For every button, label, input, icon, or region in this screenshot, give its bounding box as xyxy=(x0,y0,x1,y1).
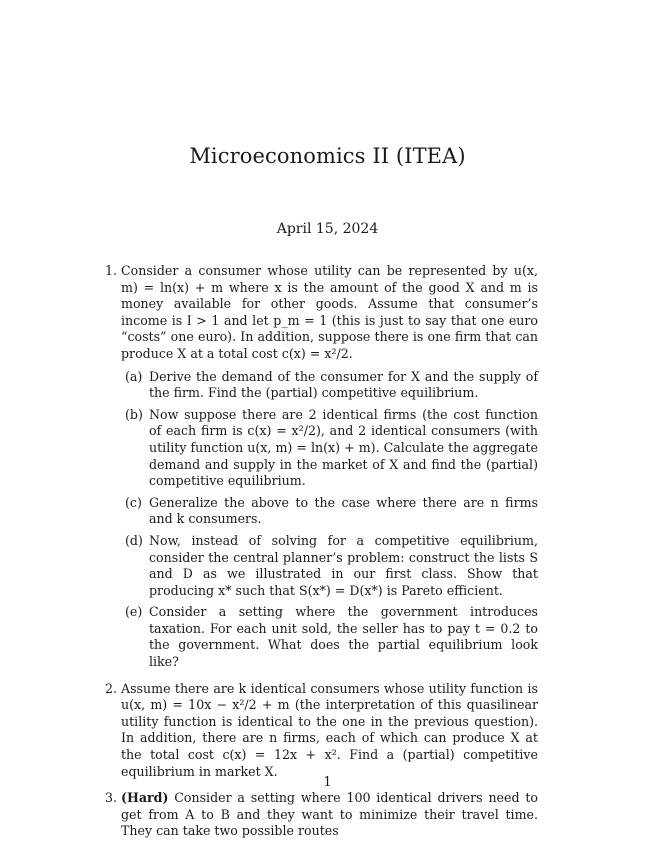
question-text: Consider a setting where 100 identical drivers need to get from A to B and they want to minimize their travel time. They can take two possible routes xyxy=(121,790,538,839)
part-text: Generalize the above to the case where there are n firms and k consumers. xyxy=(149,494,538,527)
question-part xyxy=(121,369,538,402)
question-text-wrapper xyxy=(121,790,538,840)
difficulty-label: (Hard) xyxy=(121,790,169,806)
question-number: 1. xyxy=(105,263,118,278)
question-1 xyxy=(105,263,538,671)
question-text: Assume there are k identical consumers whose utility function is u(x, m) = 10x − x²/2 + m (the interpretation of this quasilinear utility function is identical to the one in the previous question). In addition, there are n firms, each of which can produce X at the total cost c(x) = 12x + x². Find a (partial) competitive equilibrium in market X. xyxy=(121,680,538,779)
part-label: (d) xyxy=(125,532,143,548)
part-label: (e) xyxy=(125,604,143,620)
part-label: (c) xyxy=(125,494,142,510)
question-part xyxy=(121,533,538,599)
part-label: (b) xyxy=(125,406,143,422)
question-3 xyxy=(105,790,538,840)
part-text: Consider a setting where the government introduces taxation. For each unit sold, the seller has to pay t = 0.2 to the government. What does the partial equilibrium look like? xyxy=(149,604,538,670)
question-2 xyxy=(105,681,538,781)
document-date: April 15, 2024 xyxy=(276,221,379,237)
question-part xyxy=(121,495,538,528)
part-text: Now, instead of solving for a competitive equilibrium, consider the central planner’s problem: construct the lists S and D as we illustrated in our first class. Show that producing x* such that S(x*) = D(x*) is Pareto efficient. xyxy=(149,532,538,598)
question-1-parts xyxy=(121,369,538,671)
problem-list xyxy=(105,263,538,850)
question-part xyxy=(121,407,538,490)
part-text: Now suppose there are 2 identical firms (the cost function of each firm is c(x) = x²/2), and 2 identical consumers (with utility function u(x, m) = ln(x) + m). Calculate the aggregate demand and supply in the market of X and find the (partial) competitive equilibrium. xyxy=(149,406,538,489)
question-number: 3. xyxy=(105,790,118,806)
question-part xyxy=(121,604,538,670)
part-text: Derive the demand of the consumer for X and the supply of the firm. Find the (partial) competitive equilibrium. xyxy=(149,368,538,401)
part-label: (a) xyxy=(125,368,143,384)
question-text: Consider a consumer whose utility can be represented by u(x, m) = ln(x) + m where x is the amount of the good X and m is money available for other goods. Assume that consumer’s income is I > 1 and let p_m = 1 (this is just to say that one euro “costs” one euro). In addition, suppose there is one firm that can produce X at a total cost c(x) = x²/2. xyxy=(121,263,538,361)
page-title: Microeconomics II (ITEA) xyxy=(189,144,466,168)
page-number: 1 xyxy=(323,775,332,790)
question-number: 2. xyxy=(105,680,118,696)
